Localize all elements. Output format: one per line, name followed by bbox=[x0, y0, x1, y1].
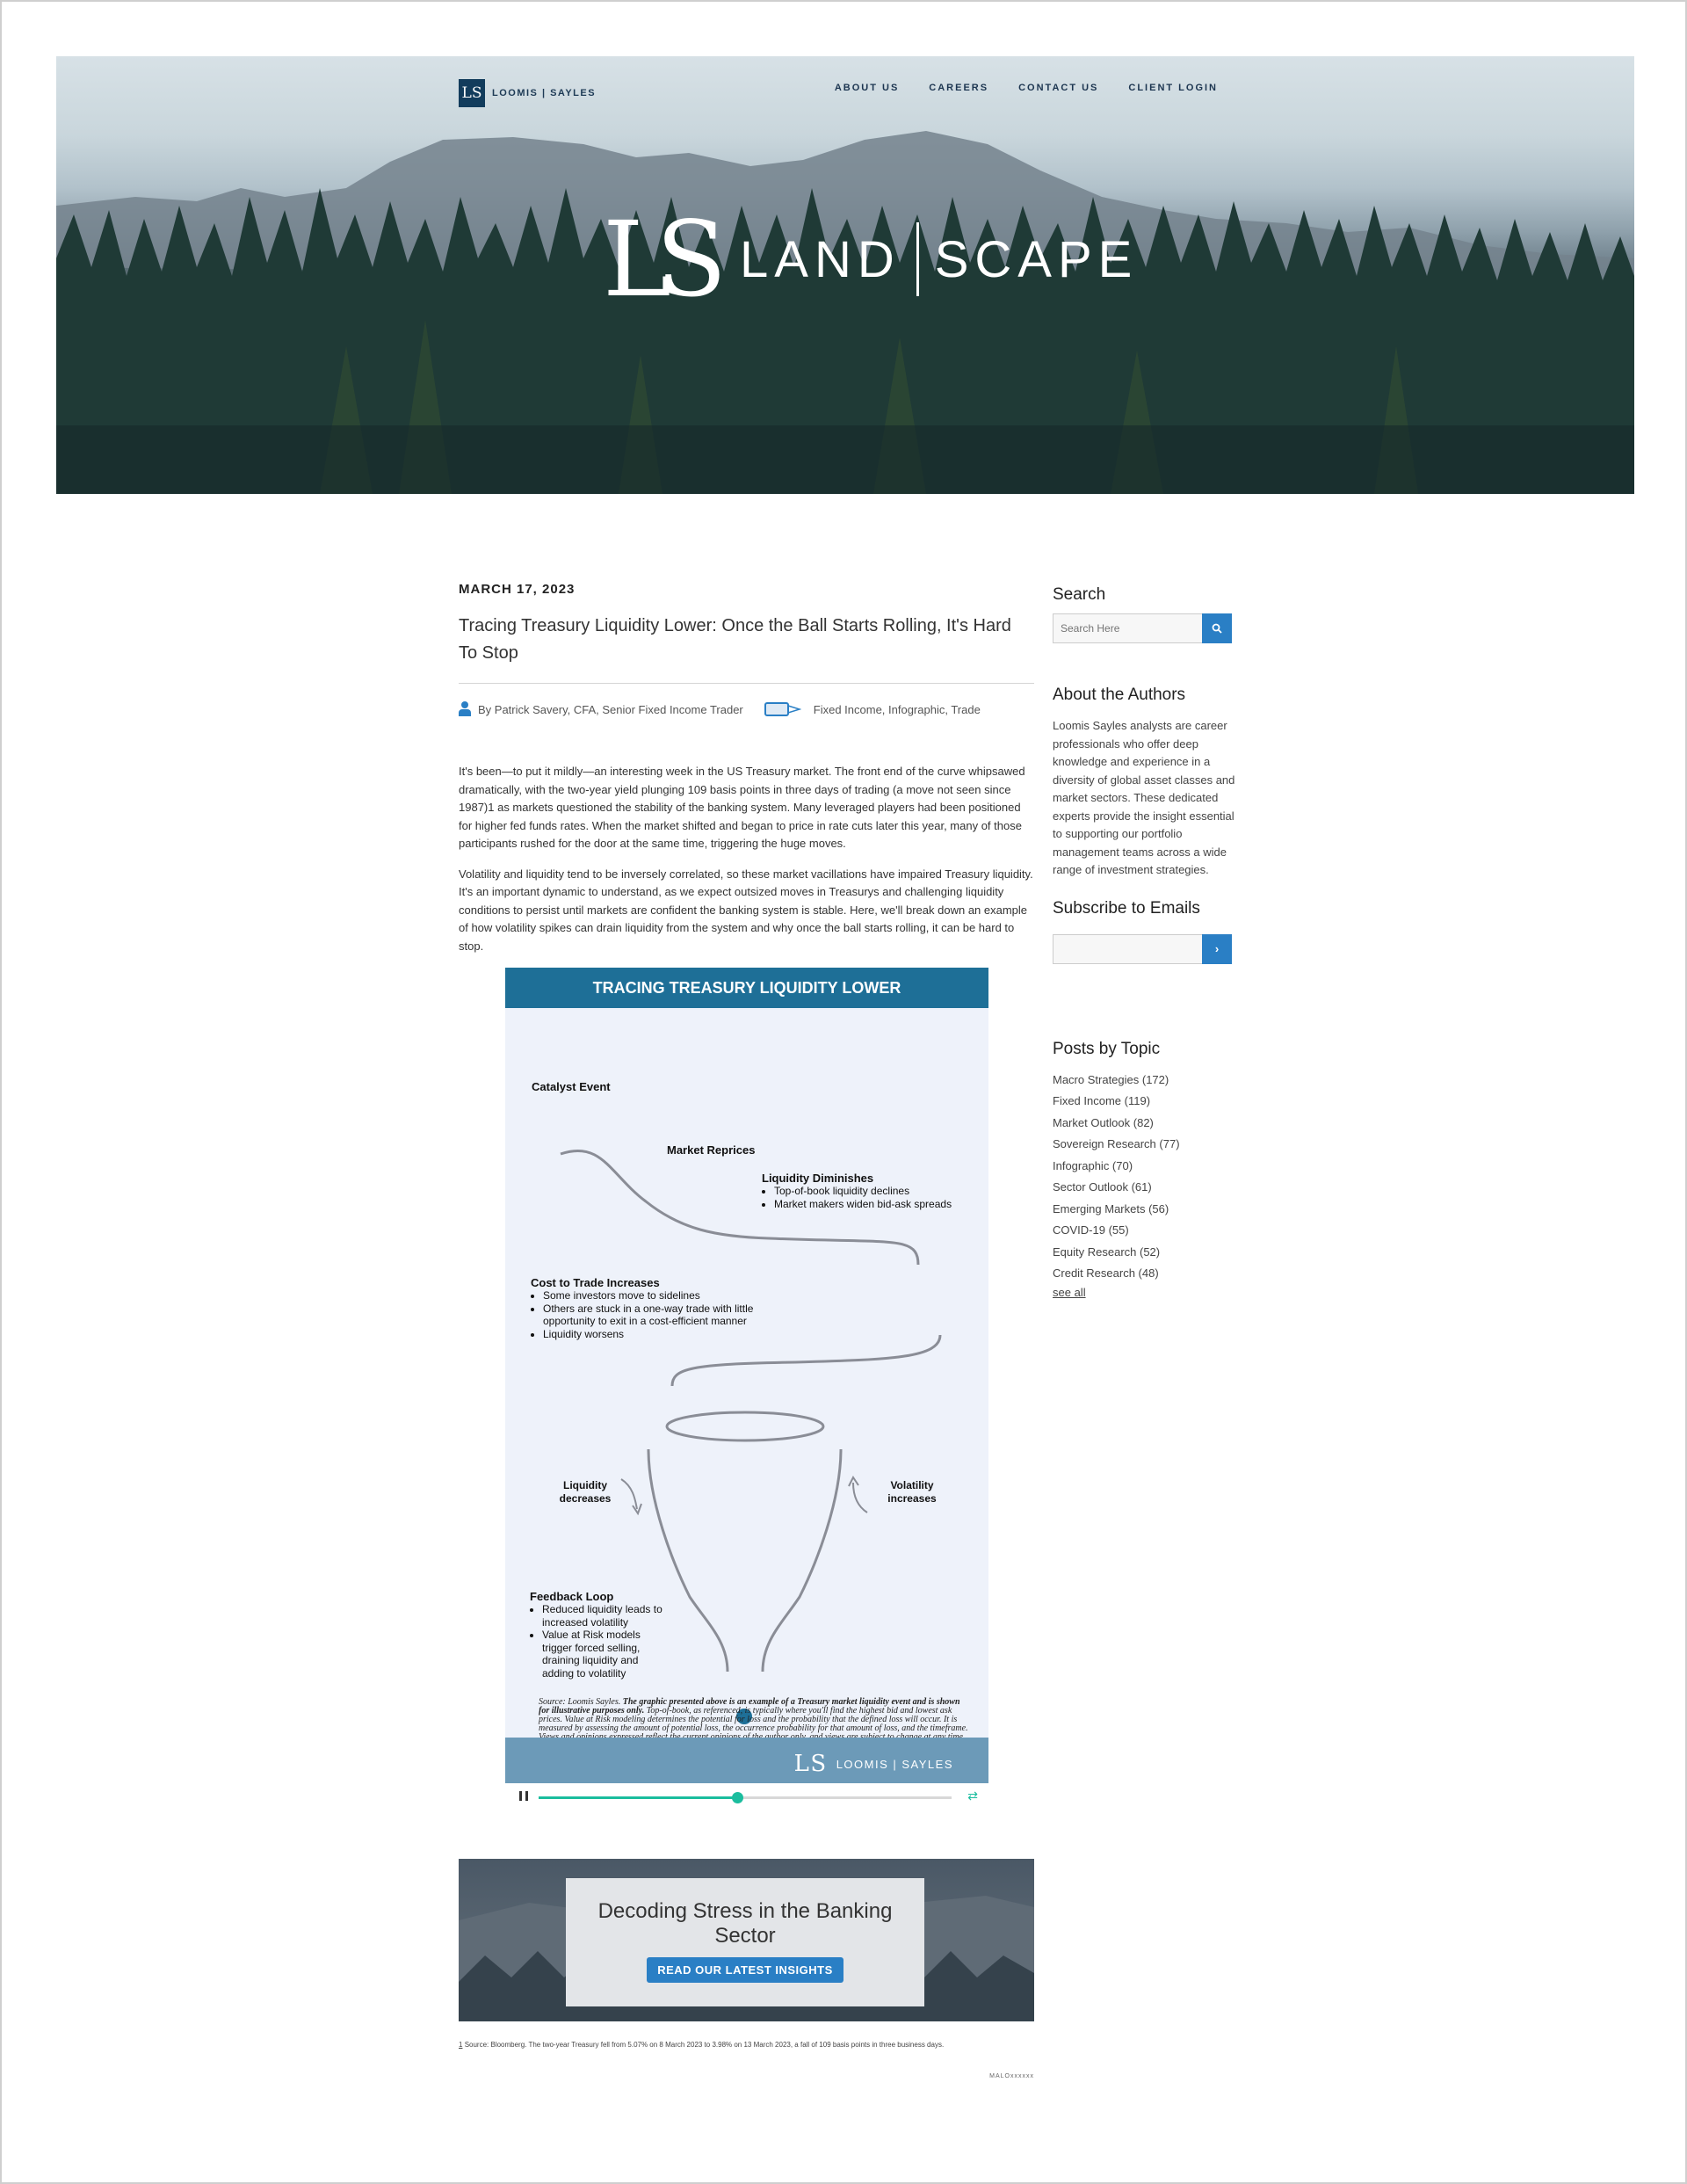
loop-icon[interactable]: ⇄ bbox=[967, 1789, 978, 1803]
nav-about-us[interactable]: ABOUT US bbox=[834, 83, 900, 93]
progress-track[interactable] bbox=[539, 1796, 952, 1799]
nav-careers[interactable]: CAREERS bbox=[929, 83, 989, 93]
article-title: Tracing Treasury Liquidity Lower: Once the Ball Starts Rolling, It's Hard To Stop bbox=[459, 616, 1011, 663]
footnote-marker[interactable]: 1 bbox=[459, 2041, 463, 2049]
topic-item[interactable]: Sector Outlook (61) bbox=[1053, 1180, 1152, 1194]
header-logo[interactable] bbox=[459, 79, 596, 107]
topic-item[interactable]: Equity Research (52) bbox=[1053, 1244, 1161, 1259]
hero-divider bbox=[916, 222, 919, 296]
diminishes-block: Liquidity Diminishes • Top-of-book liquidity declines • Market makers widen bid-ask spreads bbox=[762, 1172, 981, 1210]
search-icon bbox=[1212, 623, 1222, 634]
divider bbox=[459, 683, 1034, 684]
topic-item[interactable]: Sovereign Research (77) bbox=[1053, 1137, 1180, 1150]
footer-brand: LS LOOMIS | SAYLES bbox=[793, 1751, 953, 1777]
subscribe-button[interactable] bbox=[1202, 934, 1232, 964]
top-navigation bbox=[835, 83, 1218, 93]
volatility-increases-label: Volatility increases bbox=[887, 1479, 937, 1505]
topic-item[interactable]: Emerging Markets (56) bbox=[1053, 1201, 1169, 1215]
liquidity-decreases-label: Liquidity decreases bbox=[559, 1479, 612, 1505]
subscribe-form bbox=[1053, 934, 1237, 964]
footnote bbox=[459, 2041, 1034, 2049]
author-icon bbox=[459, 701, 471, 717]
landscape-brand bbox=[603, 199, 1139, 320]
infographic-body bbox=[505, 1008, 988, 1738]
progress-fill bbox=[539, 1796, 737, 1799]
infographic-title: TRACING TREASURY LIQUIDITY LOWER bbox=[505, 968, 988, 1008]
chevron-right-icon: › bbox=[1214, 942, 1220, 955]
topic-item[interactable]: Infographic (70) bbox=[1053, 1158, 1133, 1172]
sidebar bbox=[1053, 585, 1237, 1301]
topics-heading: Posts by Topic bbox=[1053, 1039, 1161, 1058]
cost-block: Cost to Trade Increases • Some investors move to sidelines • Others are stuck in a one-way trade with little opportunity to exit in a cost-efficient manner • Liquidity worsens bbox=[531, 1276, 786, 1340]
article-body bbox=[459, 763, 1034, 955]
banner-card bbox=[566, 1878, 924, 2006]
topic-item[interactable]: Market Outlook (82) bbox=[1053, 1115, 1154, 1129]
email-field[interactable] bbox=[1053, 934, 1202, 964]
about-heading: About the Authors bbox=[1053, 686, 1186, 704]
media-player bbox=[505, 1783, 988, 1810]
compliance-code: MALOxxxxxx bbox=[989, 2073, 1034, 2079]
infographic-source: Source: Loomis Sayles. The graphic presented above is an example of a Treasury market liquidity event and is shown for illustrative purposes only. Top-of-book, as referenced, is typically where you'll find the highest bid and lowest ask prices. Value at Risk modeling determines the potential for loss and the probability that the defined loss will occur. It is measured by assessing the amount of potential loss, the occurrence probability for that amount of loss, and the timeframe. bbox=[539, 1697, 968, 1733]
article-tags[interactable]: Fixed Income, Infographic, Trade bbox=[813, 702, 981, 716]
about-authors bbox=[1053, 686, 1237, 880]
hero-word-land: LAND bbox=[740, 230, 901, 288]
topic-item[interactable]: Fixed Income (119) bbox=[1053, 1094, 1151, 1107]
body-paragraph: It's been—to put it mildly—an interesting week in the US Treasury market. The front end of the curve whipsawed dramatically, with the two-year yield plunging 109 basis points in three days of trading (a move not seen since 1987)1 as markets questioned the stability of the banking system. Many leveraged players had been positioned for higher fed funds rates. When the market shifted and began to price in rate cuts later this year, many of those participants rushed for the door at the same time, triggering the huge moves. bbox=[459, 765, 1025, 850]
posts-by-topic bbox=[1053, 1040, 1237, 1301]
reprices-label: Market Reprices bbox=[667, 1143, 756, 1157]
nav-contact-us[interactable]: CONTACT US bbox=[1018, 83, 1099, 93]
article-date: MARCH 17, 2023 bbox=[459, 582, 576, 597]
article bbox=[459, 582, 1034, 2079]
logo-wordmark: LOOMIS | SAYLES bbox=[492, 88, 597, 98]
search-form bbox=[1053, 613, 1237, 643]
pause-icon[interactable] bbox=[519, 1791, 528, 1801]
hero-ls-mark: LS bbox=[603, 199, 712, 320]
search-button[interactable] bbox=[1202, 613, 1232, 643]
article-meta bbox=[459, 701, 1034, 717]
topic-item[interactable]: Credit Research (48) bbox=[1053, 1266, 1159, 1280]
footnote-text: Source: Bloomberg. The two-year Treasury fell from 5.07% on 8 March 2023 to 3.98% on 13 March 2023, a fall of 109 basis points in three business days. bbox=[464, 2041, 945, 2049]
about-text: Loomis Sayles analysts are career professionals who offer deep knowledge and experience in a diversity of global asset classes and market sectors. These dedicated experts provide the insight essential to supporting our portfolio management teams across a wide range of investment strategies. bbox=[1053, 719, 1235, 876]
catalyst-label: Catalyst Event bbox=[532, 1080, 611, 1093]
body-paragraph: Volatility and liquidity tend to be inversely correlated, so these market vacillations have impaired Treasury liquidity. It's an important dynamic to understand, as we expect outsized moves in Treasurys and challenging liquidity conditions to persist until markets are confident the banking system is stable. Here, we'll break down an example of how volatility spikes can drain liquidity from the system and why once the ball starts rolling, it can be hard to stop. bbox=[459, 867, 1033, 953]
search-heading: Search bbox=[1053, 585, 1106, 604]
progress-handle[interactable] bbox=[732, 1792, 743, 1803]
logo-mark: LS bbox=[459, 79, 485, 107]
hero-banner bbox=[56, 56, 1634, 494]
hero-wordmark bbox=[740, 222, 1138, 296]
subscribe-heading: Subscribe to Emails bbox=[1053, 898, 1200, 918]
infographic-footer bbox=[505, 1738, 988, 1783]
feedback-block: Feedback Loop • Reduced liquidity leads to increased volatility • Value at Risk models trigger forced selling, draining liquidity and adding to volatility bbox=[530, 1590, 670, 1680]
infographic bbox=[505, 968, 988, 1810]
topic-item[interactable]: Macro Strategies (172) bbox=[1053, 1072, 1169, 1086]
tag-icon bbox=[764, 702, 801, 716]
search-input[interactable] bbox=[1053, 613, 1202, 643]
banner-title: Decoding Stress in the Banking Sector bbox=[597, 1899, 893, 1948]
author-byline[interactable]: By Patrick Savery, CFA, Senior Fixed Income Trader bbox=[478, 702, 743, 716]
read-insights-button[interactable]: READ OUR LATEST INSIGHTS bbox=[647, 1957, 844, 1983]
topic-item[interactable]: COVID-19 (55) bbox=[1053, 1223, 1129, 1237]
subscribe-section bbox=[1053, 899, 1237, 964]
see-all-link[interactable]: see all bbox=[1053, 1285, 1086, 1299]
cta-banner[interactable] bbox=[459, 1859, 1034, 2021]
hero-word-scape: SCAPE bbox=[934, 230, 1139, 288]
nav-client-login[interactable]: CLIENT LOGIN bbox=[1128, 83, 1218, 93]
topic-list bbox=[1053, 1070, 1237, 1285]
